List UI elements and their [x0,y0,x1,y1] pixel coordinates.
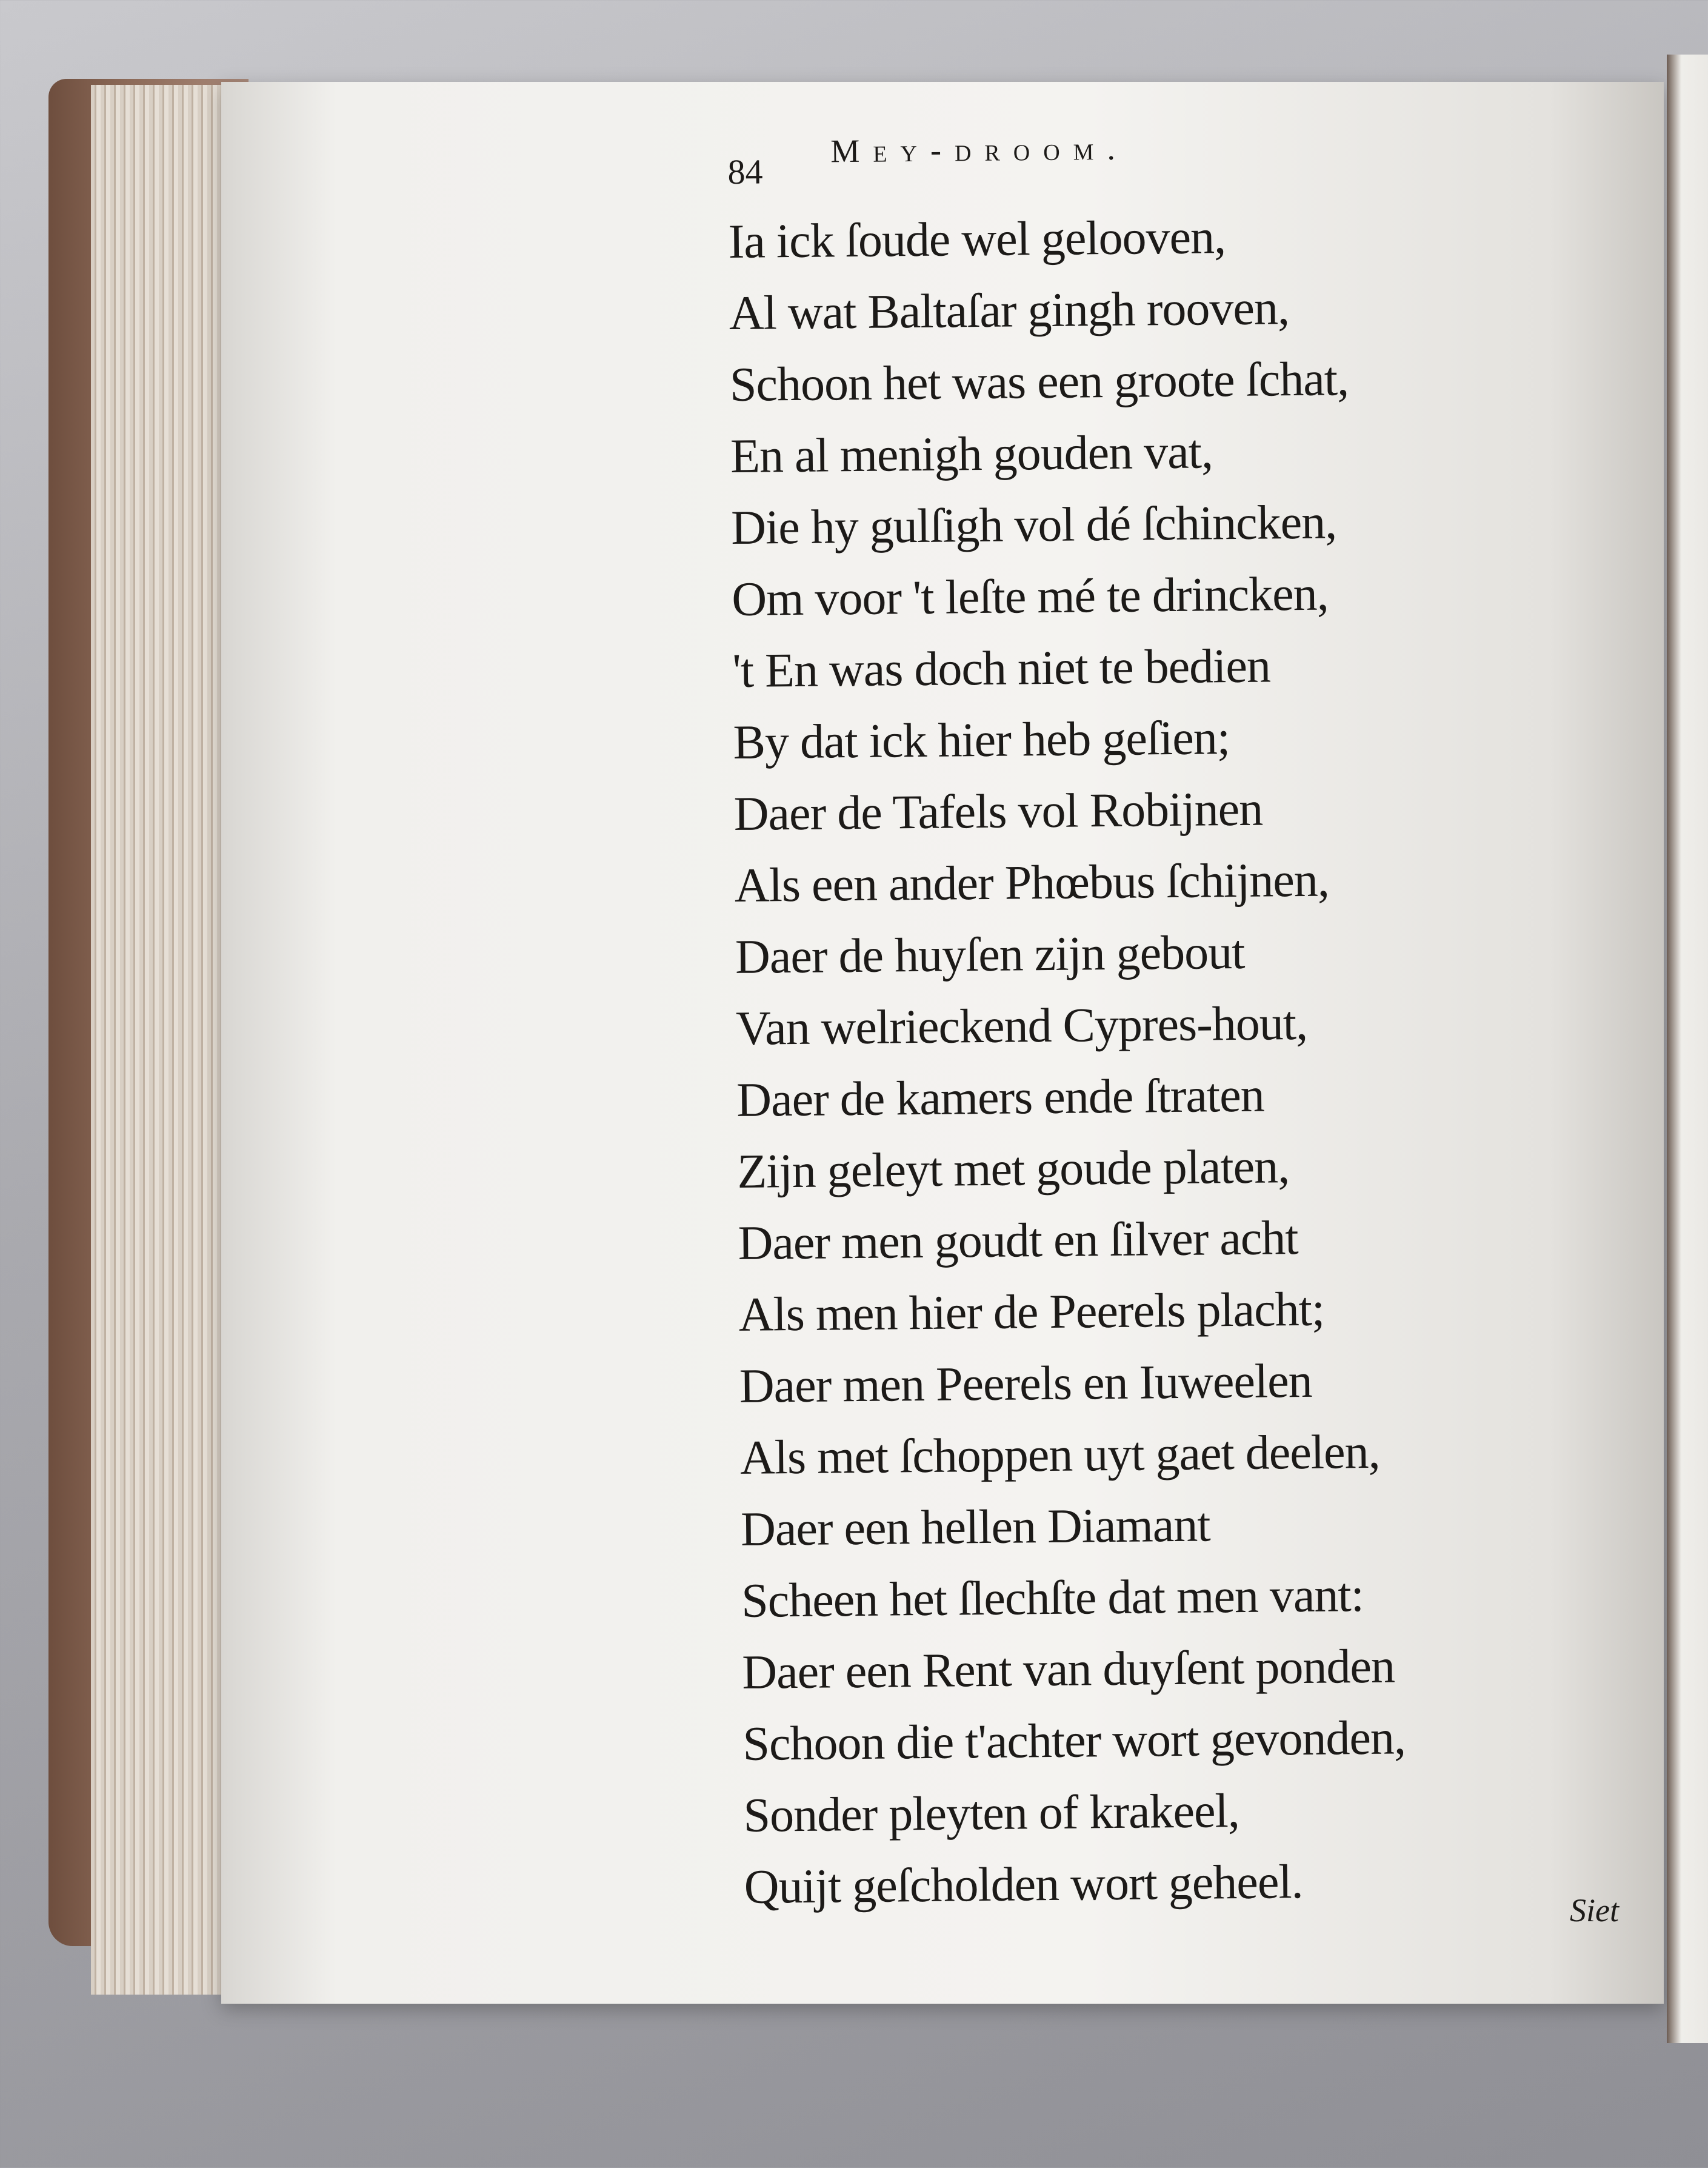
poem-line: Schoon die t'achter wort gevonden, [742,1711,1406,1771]
running-head: Mey-droom. [830,130,1129,170]
poem-line: Daer men Peerels en Iuweelen [739,1354,1313,1413]
poem-line: Van welrieckend Cypres-hout, [735,996,1308,1056]
page-number: 84 [727,152,763,192]
poem-line: Die hy gulſigh vol dé ſchincken, [730,495,1337,555]
facing-page-edge [1667,55,1708,2043]
poem-line: Quijt geſcholden wort geheel. [744,1855,1303,1914]
poem-line: Sonder pleyten of krakeel, [743,1784,1240,1842]
poem-lines [728,199,1407,1922]
poem-line: 't En was doch niet te bedien [732,639,1271,698]
catchword: Siet [1570,1892,1619,1929]
poem-line: Daer een Rent van duyſent ponden [741,1639,1395,1699]
page-edges [91,85,236,1995]
poem-line: Al wat Baltaſar gingh rooven, [729,281,1290,340]
poem-line: Schoon het was een groote ſchat, [729,352,1349,412]
poem-line: Daer een hellen Diamant [740,1498,1210,1556]
poem-line: Om voor 't leſte mé te drincken, [731,567,1329,626]
poem-line: Als men hier de Peerels placht; [738,1282,1325,1342]
poem-line: Daer de huyſen zijn gebout [735,925,1245,984]
poem-line: Scheen het ſlechſte dat men vant: [741,1568,1364,1628]
poem-line: Als met ſchoppen uyt gaet deelen, [739,1425,1380,1485]
poem-line: By dat ick hier heb geſien; [733,711,1230,769]
poem-line: En al menigh gouden vat, [730,425,1213,483]
poem-line: Zijn geleyt met goude platen, [737,1140,1290,1199]
poem-line: Daer de kamers ende ſtraten [736,1068,1265,1127]
poem-line: Daer men goudt en ſilver acht [738,1211,1298,1270]
poem-line: Als een ander Phœbus ſchijnen, [734,853,1330,912]
poem-line: Ia ick ſoude wel gelooven, [728,210,1226,269]
poem-line: Daer de Tafels vol Robijnen [733,782,1263,841]
